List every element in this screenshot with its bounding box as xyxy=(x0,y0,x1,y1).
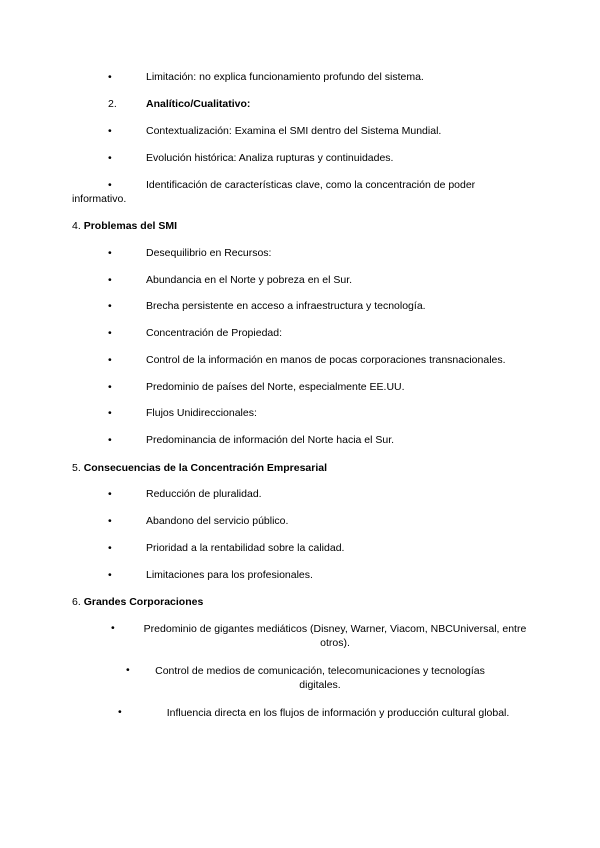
bullet: • xyxy=(108,407,112,419)
bullet: • xyxy=(108,542,112,554)
section-heading xyxy=(72,596,203,609)
bullet: • xyxy=(126,664,130,676)
list-item-text: Concentración de Propiedad: xyxy=(146,327,283,339)
bullet: • xyxy=(108,125,112,137)
bullet: • xyxy=(108,247,112,259)
bullet: • xyxy=(108,381,112,393)
section-heading xyxy=(72,462,327,475)
list-item-text: Limitaciones para los profesionales. xyxy=(146,569,313,581)
list-item-text: Abandono del servicio público. xyxy=(146,515,289,527)
bullet: • xyxy=(108,179,112,191)
section-number: 5. xyxy=(72,462,81,474)
list-item-text: Control de medios de comunicación, telecomunicaciones y tecnologías digitales. xyxy=(155,665,485,691)
section-title: Grandes Corporaciones xyxy=(83,596,204,608)
section-number: 6. xyxy=(72,596,81,608)
bullet: • xyxy=(108,515,112,527)
bullet: • xyxy=(108,354,112,366)
bullet: • xyxy=(108,300,112,312)
list-item-text: Abundancia en el Norte y pobreza en el Sur. xyxy=(146,274,353,286)
item-title: Analítico/Cualitativo: xyxy=(146,98,251,110)
list-item-text-continuation: informativo. xyxy=(72,193,127,205)
bullet: • xyxy=(108,327,112,339)
bullet: • xyxy=(118,706,122,718)
list-item-text: Desequilibrio en Recursos: xyxy=(146,247,272,259)
list-item-text: Identificación de características clave, como la concentración de poder xyxy=(146,179,476,191)
list-item-text: Predominancia de información del Norte hacia el Sur. xyxy=(146,434,395,446)
list-item-text: Prioridad a la rentabilidad sobre la calidad. xyxy=(146,542,345,554)
list-item-text: Control de la información en manos de pocas corporaciones transnacionales. xyxy=(146,354,506,366)
section-heading xyxy=(72,220,177,233)
list-item-text: Flujos Unidireccionales: xyxy=(146,407,257,419)
section-title: Problemas del SMI xyxy=(83,220,178,232)
list-item-text: Predominio de países del Norte, especialmente EE.UU. xyxy=(146,381,405,393)
item-number: 2. xyxy=(108,98,117,110)
section-title: Consecuencias de la Concentración Empresarial xyxy=(83,462,328,474)
bullet: • xyxy=(108,569,112,581)
list-item-text: Influencia directa en los flujos de información y producción cultural global. xyxy=(166,707,510,719)
bullet: • xyxy=(108,71,112,83)
bullet: • xyxy=(108,274,112,286)
section-number: 4. xyxy=(72,220,81,232)
list-item-text: Limitación: no explica funcionamiento profundo del sistema. xyxy=(146,71,424,83)
list-item-text: Brecha persistente en acceso a infraestructura y tecnología. xyxy=(146,300,426,312)
list-item-text: Predominio de gigantes mediáticos (Disney, Warner, Viacom, NBCUniversal, entre otros). xyxy=(143,623,527,649)
bullet: • xyxy=(108,488,112,500)
bullet: • xyxy=(108,152,112,164)
list-item-text: Contextualización: Examina el SMI dentro del Sistema Mundial. xyxy=(146,125,442,137)
bullet: • xyxy=(111,622,115,634)
list-item-text: Reducción de pluralidad. xyxy=(146,488,262,500)
bullet: • xyxy=(108,434,112,446)
list-item-text: Evolución histórica: Analiza rupturas y continuidades. xyxy=(146,152,394,164)
